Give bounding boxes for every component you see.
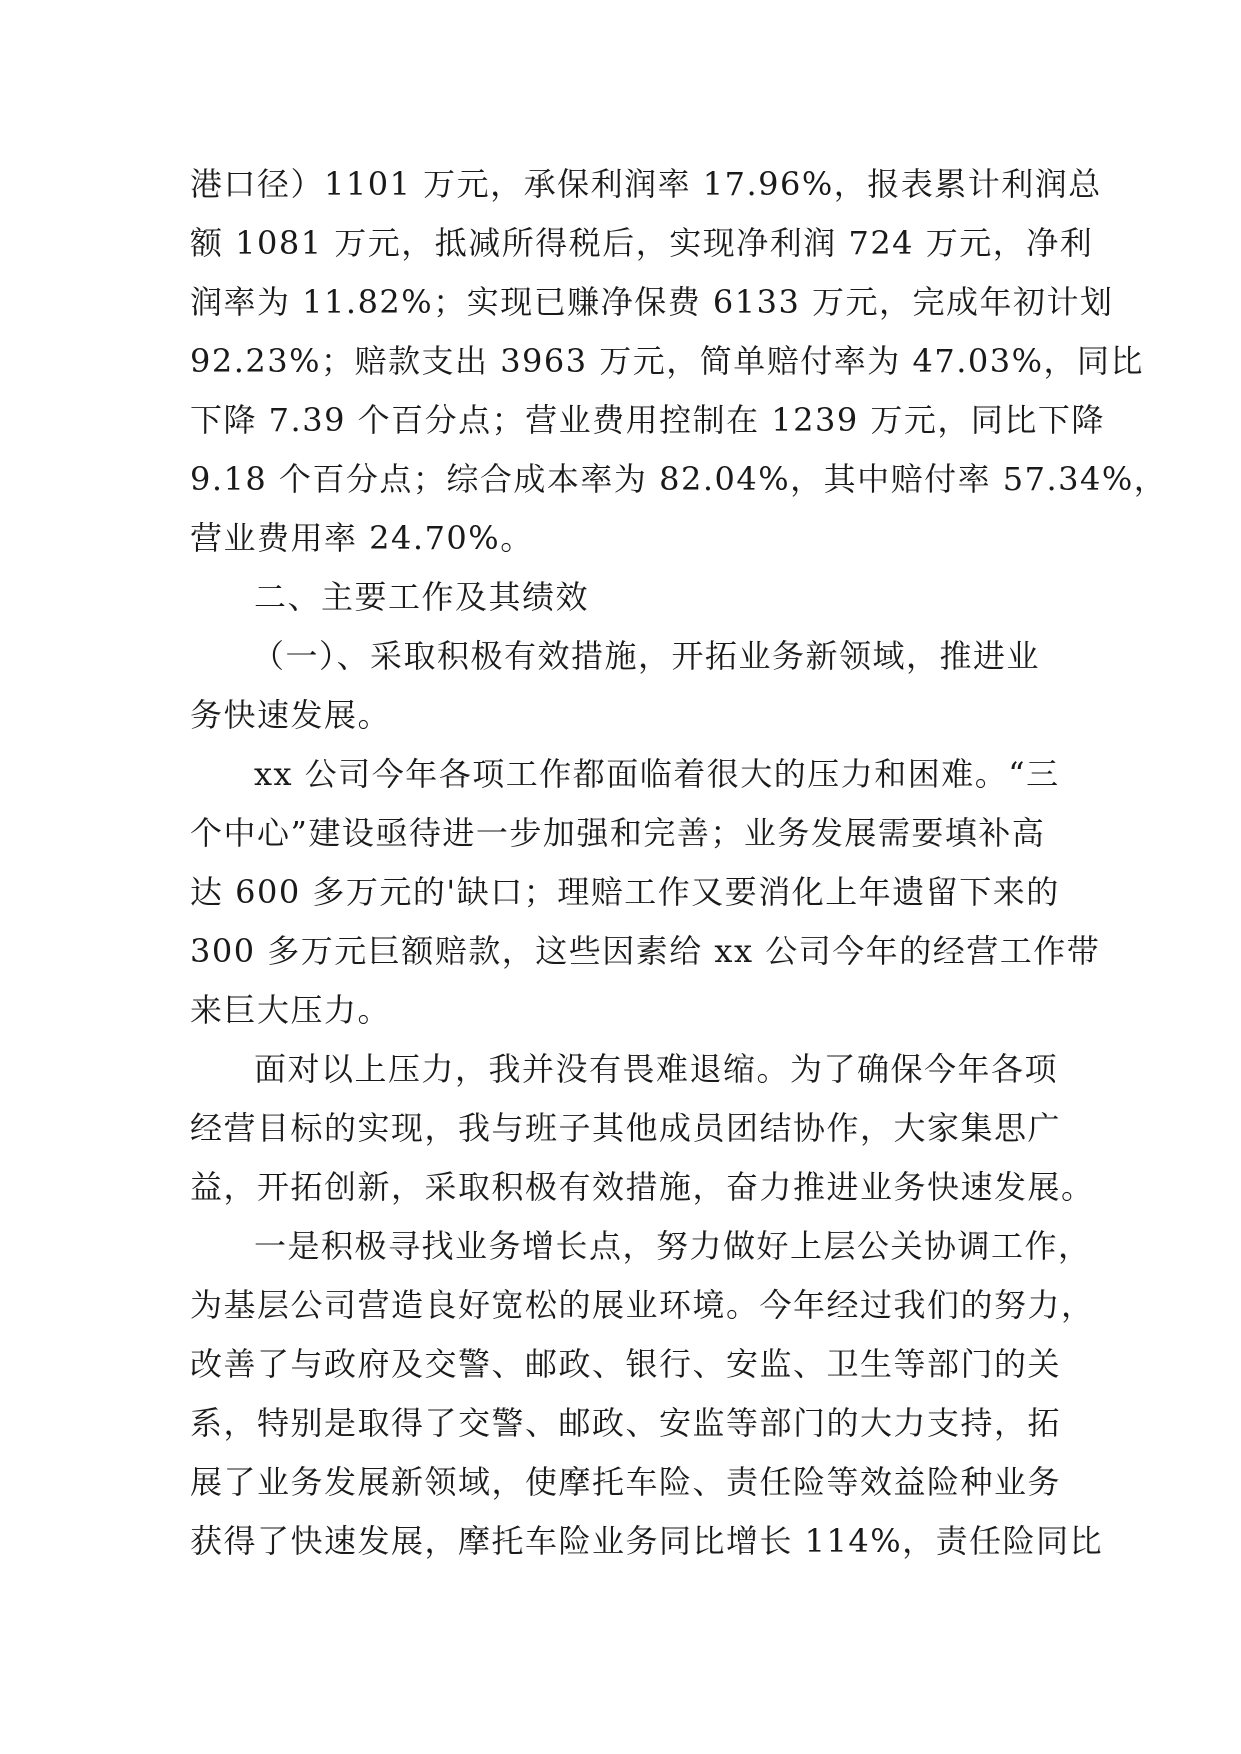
text-line: 额 1081 万元，抵减所得税后，实现净利润 724 万元，净利	[190, 224, 1094, 262]
text-line: 益，开拓创新，采取积极有效措施，奋力推进业务快速发展。	[190, 1168, 1095, 1206]
text-line: 展了业务发展新领域，使摩托车险、责任险等效益险种业务	[190, 1463, 1062, 1501]
text-line: 为基层公司营造良好宽松的展业环境。今年经过我们的努力，	[190, 1286, 1095, 1324]
text-line: 润率为 11.82%；实现已赚净保费 6133 万元，完成年初计划	[190, 283, 1114, 321]
text-line: 300 多万元巨额赔款，这些因素给 xx 公司今年的经营工作带	[190, 932, 1101, 970]
text-line: 获得了快速发展，摩托车险业务同比增长 114%，责任险同比	[190, 1522, 1104, 1560]
section-heading: 二、主要工作及其绩效	[254, 578, 590, 616]
text-line: 来巨大压力。	[190, 991, 392, 1029]
text-line: 务快速发展。	[190, 696, 392, 734]
paragraph-start: xx 公司今年各项工作都面临着很大的压力和困难。“三	[254, 755, 1060, 793]
document-body	[190, 155, 1168, 1571]
text-line: 达 600 多万元的'缺口；理赔工作又要消化上年遗留下来的	[190, 873, 1060, 911]
text-line: 营业费用率 24.70%。	[190, 519, 534, 557]
text-line: 港口径）1101 万元，承保利润率 17.96%，报表累计利润总	[190, 165, 1102, 203]
text-line: 92.23%；赔款支出 3963 万元，简单赔付率为 47.03%，同比	[190, 342, 1144, 380]
paragraph-start: 一是积极寻找业务增长点，努力做好上层公关协调工作，	[254, 1227, 1092, 1265]
text-line: 改善了与政府及交警、邮政、银行、安监、卫生等部门的关	[190, 1345, 1062, 1383]
text-line: 系，特别是取得了交警、邮政、安监等部门的大力支持，拓	[190, 1404, 1062, 1442]
text-line: 经营目标的实现，我与班子其他成员团结协作，大家集思广	[190, 1109, 1062, 1147]
text-line: 9.18 个百分点；综合成本率为 82.04%，其中赔付率 57.34%，	[190, 460, 1168, 498]
text-line: 下降 7.39 个百分点；营业费用控制在 1239 万元，同比下降	[190, 401, 1105, 439]
subsection-heading: （一）、采取积极有效措施，开拓业务新领域，推进业	[252, 637, 1041, 675]
paragraph-start: 面对以上压力，我并没有畏难退缩。为了确保今年各项	[254, 1050, 1059, 1088]
text-line: 个中心”建设亟待进一步加强和完善；业务发展需要填补高	[190, 814, 1046, 852]
